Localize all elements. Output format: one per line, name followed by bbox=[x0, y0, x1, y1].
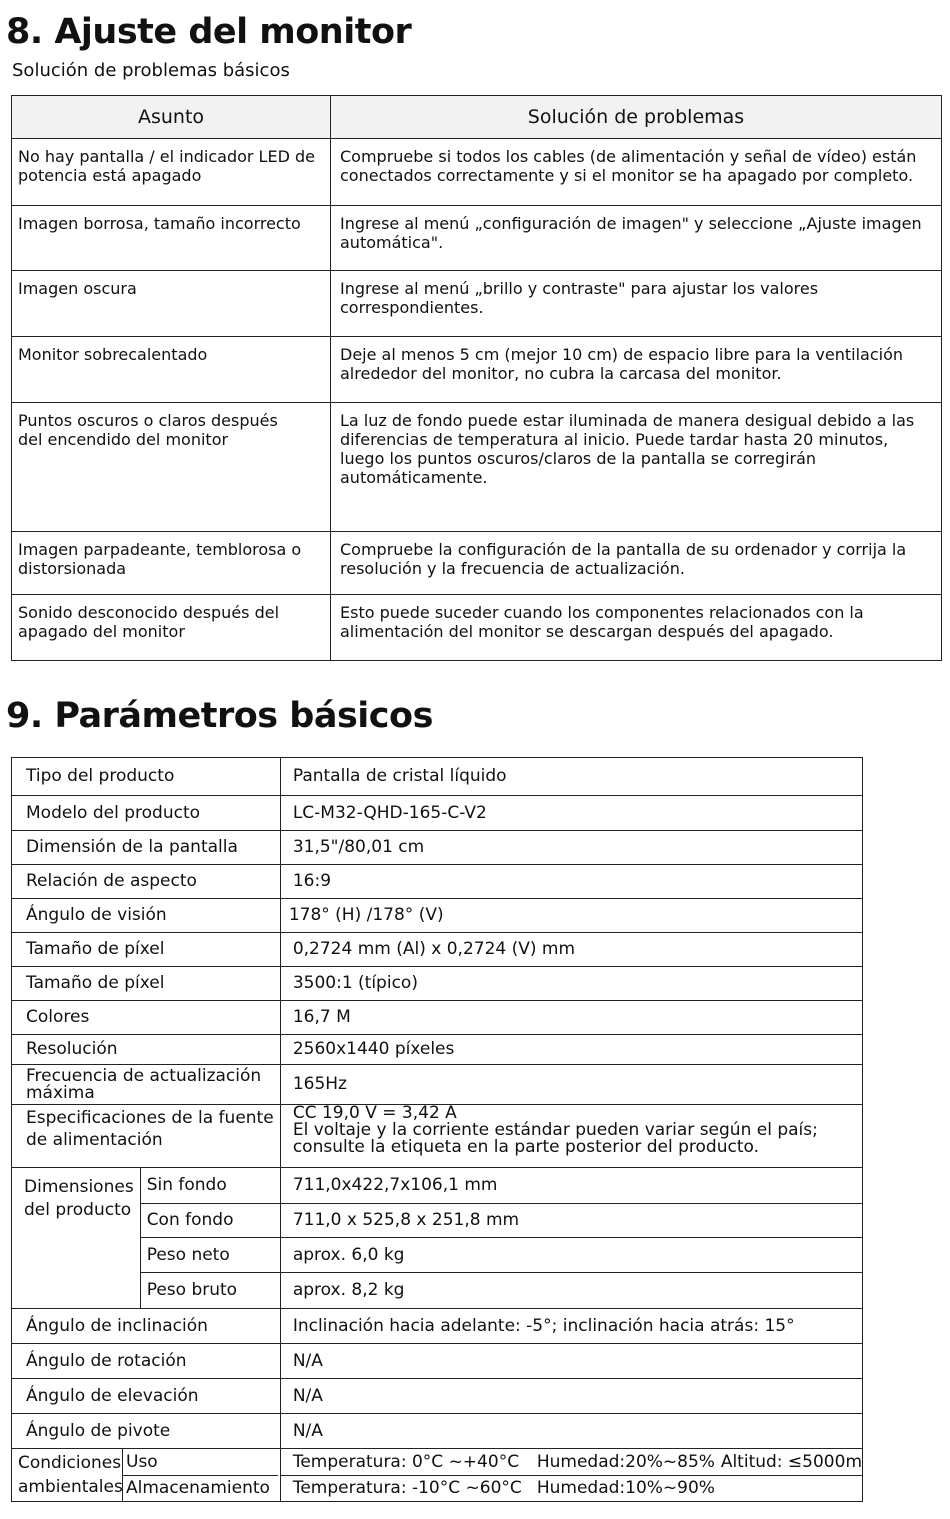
solution-cell: Ingrese al menú „brillo y contraste" para ajustar los valores correspondientes. bbox=[331, 271, 942, 337]
issue-cell: Imagen oscura bbox=[12, 271, 331, 337]
issue-cell: Monitor sobrecalentado bbox=[12, 337, 331, 403]
table-row bbox=[12, 403, 942, 532]
table-row bbox=[12, 1379, 863, 1414]
param-value: N/A bbox=[280, 1344, 862, 1379]
environment-use-label: Uso bbox=[123, 1449, 278, 1476]
param-label: Tipo del producto bbox=[12, 758, 281, 796]
param-value: Inclinación hacia adelante: -5°; inclinación hacia atrás: 15° bbox=[280, 1309, 862, 1344]
param-value: 16,7 M bbox=[280, 1001, 862, 1035]
param-value: 3500:1 (típico) bbox=[280, 967, 862, 1001]
table-row bbox=[12, 1065, 863, 1105]
param-label: Tamaño de píxel bbox=[12, 933, 281, 967]
param-label: Colores bbox=[12, 1001, 281, 1035]
param-label: Modelo del producto bbox=[12, 796, 281, 831]
table-row bbox=[12, 595, 942, 661]
table-row bbox=[12, 967, 863, 1001]
param-value: N/A bbox=[280, 1379, 862, 1414]
param-label: Ángulo de elevación bbox=[12, 1379, 281, 1414]
table-row bbox=[12, 532, 942, 595]
param-label: Frecuencia de actualización máxima bbox=[12, 1065, 281, 1105]
param-value: Pantalla de cristal líquido bbox=[280, 758, 862, 796]
issue-cell: Sonido desconocido después del apagado del monitor bbox=[12, 595, 331, 661]
table-row bbox=[12, 1001, 863, 1035]
storage-temperature: Temperatura: -10°C ~60°C bbox=[292, 1478, 522, 1498]
dimension-label: Peso neto bbox=[140, 1238, 280, 1273]
param-value: 16:9 bbox=[280, 865, 862, 899]
table-row bbox=[12, 1344, 863, 1379]
param-label: Ángulo de inclinación bbox=[12, 1309, 281, 1344]
dimension-value: aprox. 8,2 kg bbox=[280, 1273, 862, 1309]
param-label: Dimensión de la pantalla bbox=[12, 831, 281, 865]
param-value: N/A bbox=[280, 1414, 862, 1449]
issue-cell: Puntos oscuros o claros después del encendido del monitor bbox=[12, 403, 331, 532]
param-label: Resolución bbox=[12, 1035, 281, 1065]
solution-cell: Compruebe la configuración de la pantalla de su ordenador y corrija la resolución y la frecuencia de actualización. bbox=[331, 532, 942, 595]
dimension-value: aprox. 6,0 kg bbox=[280, 1238, 862, 1273]
param-value: 165Hz bbox=[280, 1065, 862, 1105]
table-row bbox=[12, 271, 942, 337]
parameters-table bbox=[11, 757, 863, 1502]
table-row bbox=[12, 139, 942, 206]
issue-cell: No hay pantalla / el indicador LED de potencia está apagado bbox=[12, 139, 331, 206]
environment-values bbox=[280, 1449, 862, 1502]
dimension-label: Sin fondo bbox=[140, 1168, 280, 1204]
power-value bbox=[280, 1105, 862, 1168]
param-label: Especificaciones de la fuente de alimentación bbox=[12, 1105, 281, 1168]
table-header-row bbox=[12, 96, 942, 139]
table-row bbox=[12, 933, 863, 967]
solution-cell: Ingrese al menú „configuración de imagen" y seleccione „Ajuste imagen automática". bbox=[331, 206, 942, 271]
dimension-label: Peso bruto bbox=[140, 1273, 280, 1309]
use-altitude: Altitud: ≤5000m bbox=[720, 1452, 862, 1472]
section-9-title: 9. Parámetros básicos bbox=[6, 696, 433, 736]
power-line: El voltaje y la corriente estándar pueden variar según el país; bbox=[292, 1120, 818, 1140]
solution-cell: Esto puede suceder cuando los componentes relacionados con la alimentación del monitor se descargan después del apagado. bbox=[331, 595, 942, 661]
solution-cell: Compruebe si todos los cables (de alimentación y señal de vídeo) están conectados correctamente y si el monitor se ha apagado por completo. bbox=[331, 139, 942, 206]
use-temperature: Temperatura: 0°C ~+40°C bbox=[292, 1452, 520, 1472]
environment-row bbox=[12, 1449, 863, 1502]
use-humidity: Humedad:20%~85% bbox=[536, 1452, 715, 1472]
table-row bbox=[12, 1309, 863, 1344]
dimensions-group-label: Dimensiones del producto bbox=[12, 1168, 141, 1309]
table-row bbox=[12, 206, 942, 271]
param-label: Ángulo de rotación bbox=[12, 1344, 281, 1379]
table-row bbox=[12, 899, 863, 933]
table-row bbox=[12, 1414, 863, 1449]
table-row bbox=[12, 337, 942, 403]
table-row bbox=[12, 796, 863, 831]
storage-humidity: Humedad:10%~90% bbox=[536, 1478, 715, 1498]
troubleshooting-table bbox=[11, 95, 942, 661]
power-row bbox=[12, 1105, 863, 1168]
power-line: consulte la etiqueta en la parte posterior del producto. bbox=[292, 1137, 759, 1157]
param-value: 0,2724 mm (Al) x 0,2724 (V) mm bbox=[280, 933, 862, 967]
param-label: Tamaño de píxel bbox=[12, 967, 281, 1001]
dimension-value: 711,0 x 525,8 x 251,8 mm bbox=[280, 1204, 862, 1238]
param-label: Ángulo de visión bbox=[12, 899, 281, 933]
environment-storage-label: Almacenamiento bbox=[126, 1478, 270, 1498]
column-header-solution: Solución de problemas bbox=[331, 96, 942, 139]
table-row bbox=[12, 758, 863, 796]
section-8-title: 8. Ajuste del monitor bbox=[6, 12, 412, 52]
column-header-issue: Asunto bbox=[12, 96, 331, 139]
environment-label: Condiciones ambientales bbox=[12, 1449, 123, 1501]
section-8-subtitle: Solución de problemas básicos bbox=[12, 60, 290, 81]
param-value: 2560x1440 píxeles bbox=[280, 1035, 862, 1065]
param-label: Relación de aspecto bbox=[12, 865, 281, 899]
table-row bbox=[12, 831, 863, 865]
issue-cell: Imagen borrosa, tamaño incorrecto bbox=[12, 206, 331, 271]
param-value: LC-M32-QHD-165-C-V2 bbox=[280, 796, 862, 831]
dimension-row bbox=[12, 1168, 863, 1204]
solution-cell: La luz de fondo puede estar iluminada de manera desigual debido a las diferencias de temperatura al inicio. Puede tardar hasta 20 minutos, luego los puntos oscuros/claros de la pantalla se corregirán automáticamente. bbox=[331, 403, 942, 532]
param-value: 31,5"/80,01 cm bbox=[280, 831, 862, 865]
environment-cell bbox=[12, 1449, 281, 1502]
issue-cell: Imagen parpadeante, temblorosa o distorsionada bbox=[12, 532, 331, 595]
power-line: CC 19,0 V = 3,42 A bbox=[292, 1103, 457, 1123]
dimension-value: 711,0x422,7x106,1 mm bbox=[280, 1168, 862, 1204]
table-row bbox=[12, 865, 863, 899]
param-label: Ángulo de pivote bbox=[12, 1414, 281, 1449]
solution-cell: Deje al menos 5 cm (mejor 10 cm) de espacio libre para la ventilación alrededor del monitor, no cubra la carcasa del monitor. bbox=[331, 337, 942, 403]
table-row bbox=[12, 1035, 863, 1065]
dimension-label: Con fondo bbox=[140, 1204, 280, 1238]
param-value: 178° (H) /178° (V) bbox=[280, 899, 862, 933]
